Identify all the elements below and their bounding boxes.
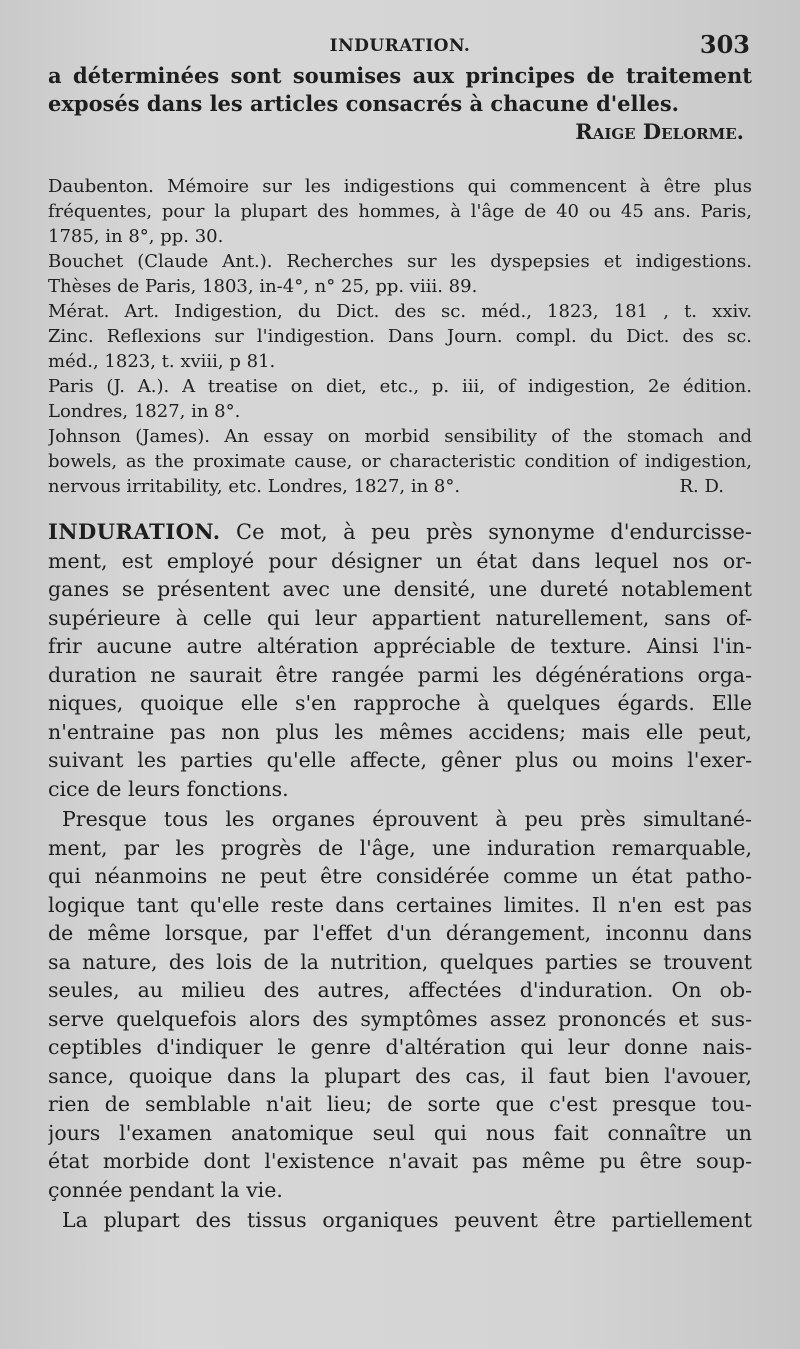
bib-line: Londres, 1827, in 8°. xyxy=(48,401,241,422)
article-line: duration ne saurait être rangée parmi les dégénérations orga- xyxy=(48,662,752,687)
article-line: seules, au milieu des autres, affectées d'induration. On ob- xyxy=(48,978,752,1002)
bib-line: 1785, in 8°, pp. 30. xyxy=(48,226,224,247)
bib-line: Daubenton. Mémoire sur les indigestions qui commencent à être plus xyxy=(48,176,752,197)
bibliography xyxy=(48,174,752,499)
article-line: supérieure à celle qui leur appartient naturellement, sans of- xyxy=(48,605,752,630)
article-line: sance, quoique dans la plupart des cas, il faut bien l'avouer, xyxy=(48,1063,752,1088)
bib-line: Paris (J. A.). A treatise on diet, etc., p. iii, of indigestion, 2e édition. xyxy=(48,376,752,397)
article-line: ceptibles d'indiquer le genre d'altération qui leur donne nais- xyxy=(48,1035,752,1059)
head-word: INDURATION. xyxy=(48,519,221,544)
article-line: n'entraine pas non plus les mêmes accidens; mais elle peut, xyxy=(48,719,752,744)
running-head: INDURATION. xyxy=(329,36,471,56)
article-line: de même lorsque, par l'effet d'un dérangement, inconnu dans xyxy=(48,921,752,945)
page-header xyxy=(48,28,752,62)
bib-line: Johnson (James). An essay on morbid sensibility of the stomach and xyxy=(48,426,752,447)
article-line: La plupart des tissus organiques peuvent être partiellement xyxy=(62,1208,752,1232)
bib-line: Bouchet (Claude Ant.). Recherches sur les dyspepsies et indigestions. xyxy=(48,251,752,272)
article-line: suivant les parties qu'elle affecte, gêner plus ou moins l'exer- xyxy=(48,748,752,772)
article-line: çonnée pendant la vie. xyxy=(48,1177,283,1202)
intro-line: a déterminées sont soumises aux principes de traitement xyxy=(48,63,752,88)
article-line: jours l'examen anatomique seul qui nous fait connaître un xyxy=(48,1120,752,1145)
article-line: rien de semblable n'ait lieu; de sorte que c'est presque tou- xyxy=(48,1092,752,1116)
article-induration xyxy=(48,518,752,1235)
bib-line: fréquentes, pour la plupart des hommes, à l'âge de 40 ou 45 ans. Paris, xyxy=(48,201,752,222)
article-line: cice de leurs fonctions. xyxy=(48,776,289,801)
article-line: qui néanmoins ne peut être considérée comme un état patho- xyxy=(48,864,752,888)
bib-line: méd., 1823, t. xviii, p 81. xyxy=(48,351,276,372)
article-line: ment, par les progrès de l'âge, une induration remarquable, xyxy=(48,835,752,860)
article-line: sa nature, des lois de la nutrition, quelques parties se trouvent xyxy=(48,949,752,974)
intro-line: exposés dans les articles consacrés à chacune d'elles. xyxy=(48,91,679,116)
article-first-line xyxy=(48,518,752,547)
author-signature: Raige Delorme. xyxy=(575,119,744,144)
intro-text xyxy=(48,62,752,118)
article-line: ganes se présentent avec une densité, une dureté notablement xyxy=(48,577,752,601)
bib-line: nervous irritability, etc. Londres, 1827, in 8°. xyxy=(48,476,461,497)
bib-line: Mérat. Art. Indigestion, du Dict. des sc. méd., 1823, 181 , t. xxiv. xyxy=(48,301,752,322)
article-line: niques, quoique elle s'en rapproche à quelques égards. Elle xyxy=(48,691,752,715)
bib-initials: R. D. xyxy=(679,476,724,497)
article-line: état morbide dont l'existence n'avait pas même pu être soup- xyxy=(48,1149,752,1173)
article-line: serve quelquefois alors des symptômes assez prononcés et sus- xyxy=(48,1006,752,1031)
page-number: 303 xyxy=(699,30,750,59)
article-line: frir aucune autre altération appréciable de texture. Ainsi l'in- xyxy=(48,634,752,658)
article-line: logique tant qu'elle reste dans certaines limites. Il n'en est pas xyxy=(48,892,752,917)
bib-last-line xyxy=(48,474,752,499)
article-line: ment, est employé pour désigner un état dans lequel nos or- xyxy=(48,548,752,573)
article-line: Presque tous les organes éprouvent à peu près simultané- xyxy=(62,807,752,831)
bib-line: Thèses de Paris, 1803, in-4°, n° 25, pp. viii. 89. xyxy=(48,276,478,297)
bib-line: bowels, as the proximate cause, or characteristic condition of indigestion, xyxy=(48,451,752,472)
article-text: Ce mot, à peu près synonyme d'endurcisse- xyxy=(220,520,752,544)
bib-line: Zinc. Reflexions sur l'indigestion. Dans Journ. compl. du Dict. des sc. xyxy=(48,326,752,347)
